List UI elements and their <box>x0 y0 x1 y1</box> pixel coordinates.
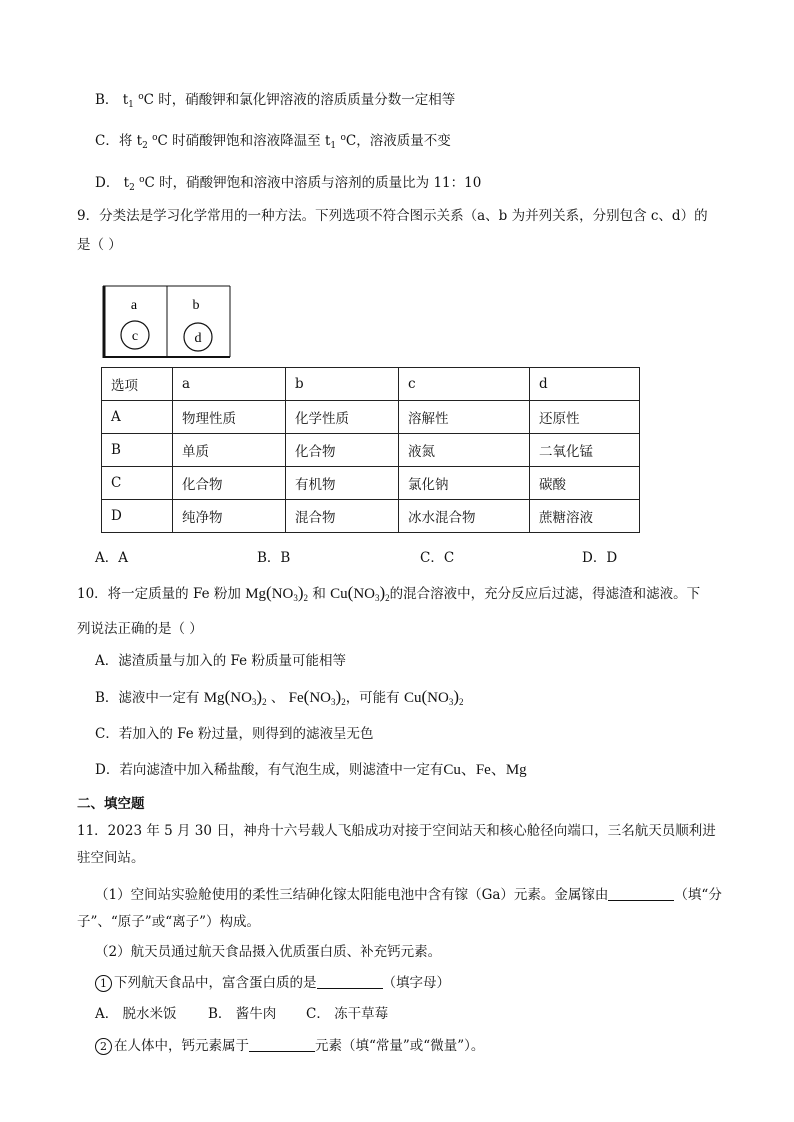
table-header-cell: a <box>173 368 286 401</box>
temperature-t2: $t_2$ $^o$C <box>136 133 168 151</box>
q11-subquestion-1: 1 下列航天食品中，富含蛋白质的是 （填字母） <box>95 973 450 993</box>
q9-answer-d: D．D <box>582 550 618 566</box>
q10-stem-line1: 10．将一定质量的 Fe 粉加 $Mg(NO_3)_2$ 和 $Cu(NO_3)_2$的混合溶液中，充分反应后过滤，得滤渣和滤液。下 <box>77 583 701 603</box>
answer-blank[interactable] <box>317 974 383 989</box>
answer-blank[interactable] <box>608 886 674 901</box>
formula-mg-no3-2: $Mg(NO_3)_2$ <box>203 687 267 707</box>
table-cell: C <box>102 467 173 500</box>
table-cell: 物理性质 <box>173 401 286 434</box>
q9-answer-a: A．A <box>95 550 128 566</box>
q9-answer-c: C．C <box>420 550 455 566</box>
temperature-t2: $t_2$ $^o$C <box>123 175 155 193</box>
diagram-label-b: b <box>192 298 200 313</box>
temperature-t1: $t_1$ $^o$C <box>122 92 154 110</box>
temperature-t1: $t_1$ $^o$C <box>324 133 357 151</box>
table-cell: 混合物 <box>286 500 399 533</box>
q8-option-d: D． $t_2$ $^o$C 时，硝酸钾饱和溶液中溶质与溶剂的质量比为 11：10 <box>95 175 482 193</box>
q11-part1-line1: （1）空间站实验舱使用的柔性三结砷化镓太阳能电池中含有镓（Ga）元素。金属镓由 （填“分 <box>95 887 722 903</box>
table-cell: D <box>102 500 173 533</box>
q10-option-a: A．滤渣质量与加入的 Fe 粉质量可能相等 <box>95 653 346 669</box>
diagram-label-c: c <box>131 329 139 344</box>
diagram-label-d: d <box>194 331 202 346</box>
table-cell: 液氮 <box>399 434 530 467</box>
formula-cu-no3-2: $Cu(NO_3)_2$ <box>403 687 464 707</box>
q8-option-c: C．将 $t_2$ $^o$C 时硝酸钾饱和溶液降温至 $t_1$ $^o$C，溶液质量不变 <box>95 133 451 151</box>
formula-fe-no3-2: $Fe(NO_3)_2$ <box>288 687 346 707</box>
section-title: 二、填空题 <box>77 796 145 812</box>
table-row <box>102 467 640 500</box>
table-cell: 碳酸 <box>530 467 640 500</box>
q11-stem-line2: 驻空间站。 <box>77 850 145 866</box>
table-cell: 纯净物 <box>173 500 286 533</box>
table-cell: 单质 <box>173 434 286 467</box>
answer-blank[interactable] <box>249 1037 315 1052</box>
table-cell: 有机物 <box>286 467 399 500</box>
q9-answer-b: B．B <box>257 550 291 566</box>
q8-option-b: B． $t_1$ $^o$C 时，硝酸钾和氯化钾溶液的溶质质量分数一定相等 <box>95 92 456 110</box>
table-cell: B <box>102 434 173 467</box>
formula-mg-no3-2: $Mg(NO_3)_2$ <box>245 583 309 603</box>
q11-part2: （2）航天员通过航天食品摄入优质蛋白质、补充钙元素。 <box>95 944 442 960</box>
table-cell: 蔗糖溶液 <box>530 500 640 533</box>
table-header-row <box>102 368 640 401</box>
table-header-cell: c <box>399 368 530 401</box>
table-header-cell: d <box>530 368 640 401</box>
table-cell: 溶解性 <box>399 401 530 434</box>
table-cell: 化合物 <box>173 467 286 500</box>
q11-subquestion-2: 2 在人体中，钙元素属于 元素（填“常量”或“微量”）。 <box>95 1036 484 1056</box>
q10-option-b: B．滤液中一定有 $Mg(NO_3)_2$ 、 $Fe(NO_3)_2$，可能有 $Cu(NO_3)_2$ <box>95 687 464 707</box>
table-row <box>102 500 640 533</box>
table-cell: 冰水混合物 <box>399 500 530 533</box>
table-cell: 氯化钠 <box>399 467 530 500</box>
q9-stem-line2: 是（ ） <box>77 237 122 253</box>
formula-cu-no3-2: $Cu(NO_3)_2$ <box>330 583 390 603</box>
table-cell: 化学性质 <box>286 401 399 434</box>
diagram-label-a: a <box>130 298 138 313</box>
q11-stem-line1: 11．2023 年 5 月 30 日，神舟十六号载人飞船成功对接于空间站天和核心舱径向端口，三名航天员顺利进 <box>77 823 716 839</box>
q10-stem-line2: 列说法正确的是（ ） <box>77 621 203 637</box>
table-row <box>102 434 640 467</box>
classification-diagram <box>102 284 232 360</box>
q9-options-table <box>101 367 640 533</box>
q10-option-c: C．若加入的 Fe 粉过量，则得到的滤液呈无色 <box>95 726 374 742</box>
table-cell: 还原性 <box>530 401 640 434</box>
table-cell: 化合物 <box>286 434 399 467</box>
q11-part1-line2: 子”、“原子”或“离子”）构成。 <box>77 914 261 930</box>
q10-option-d: D．若向滤渣中加入稀盐酸，有气泡生成，则滤渣中一定有Cu、Fe、Mg <box>95 762 527 778</box>
circled-number-2: 2 <box>95 1038 112 1055</box>
circled-number-1: 1 <box>95 975 112 992</box>
table-header-cell: b <box>286 368 399 401</box>
q11-food-a: A． 脱水米饭 <box>95 1006 177 1022</box>
table-cell: 二氧化锰 <box>530 434 640 467</box>
table-cell: A <box>102 401 173 434</box>
q9-stem-line1: 9．分类法是学习化学常用的一种方法。下列选项不符合图示关系（a、b 为并列关系，分别包含 c、d）的 <box>77 208 708 224</box>
table-row <box>102 401 640 434</box>
table-header-cell: 选项 <box>102 368 173 401</box>
q11-food-c: C． 冻干草莓 <box>306 1006 389 1022</box>
q11-food-b: B． 酱牛肉 <box>208 1006 277 1022</box>
